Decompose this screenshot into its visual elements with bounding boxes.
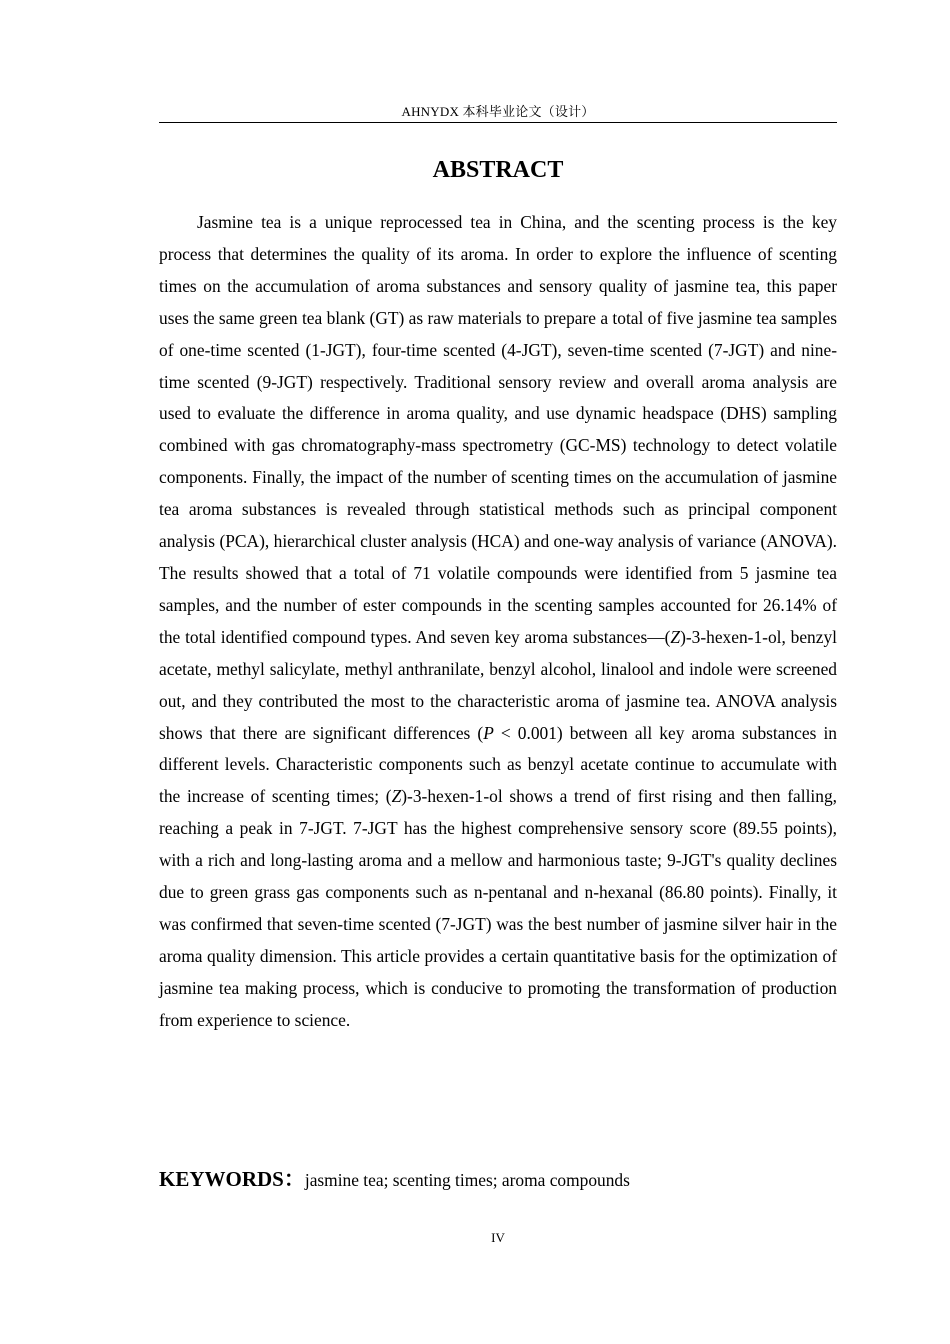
abstract-title: ABSTRACT	[432, 157, 564, 183]
abstract-text-part-1: Jasmine tea is a unique reprocessed tea in China, and the scenting process is the key process that determines the quality of its aroma. In order to explore the influence of scenting times on the accumulation of aroma substances and sensory quality of jasmine tea, this paper uses the same green tea blank (GT) as raw materials to prepare a total of five jasmine tea samples of one-time scented (1-JGT), four-time scented (4-JGT), seven-time scented (7-JGT) and nine-time scented (9-JGT) respectively. Traditional sensory review and overall aroma analysis are used to evaluate the difference in aroma quality, and use dynamic headspace (DHS) sampling combined with gas chromatography-mass spectrometry (GC-MS) technology to detect volatile components. Finally, the impact of the number of scenting times on the accumulation of jasmine tea aroma substances is revealed through statistical methods such as principal component analysis (PCA), hierarchical cluster analysis (HCA) and one-way analysis of variance (ANOVA). The results showed that a total of 71 volatile compounds were identified from 5 jasmine tea samples, and the number of ester compounds in the scenting samples accounted for 26.14% of the total identified compound types. And seven key aroma substances—(	[159, 212, 837, 647]
z-isomer-symbol: Z	[670, 626, 681, 647]
keywords-text: jasmine tea; scenting times; aroma compounds	[304, 1170, 630, 1190]
z-isomer-symbol: Z	[391, 786, 402, 807]
p-value-symbol: P	[483, 722, 494, 743]
running-header: AHNYDX 本科毕业论文（设计）	[401, 104, 595, 119]
keywords-label: KEYWORDS：	[159, 1167, 305, 1191]
page-number: IV	[491, 1230, 505, 1245]
abstract-paragraph	[159, 207, 837, 1037]
abstract-text-part-3: < 0.001) between all key aroma substances in different levels. Characteristic components such as benzyl acetate continue to accumulate with the increase of scenting times; (	[159, 722, 837, 807]
abstract-text-part-4: )-3-hexen-1-ol shows a trend of first rising and then falling, reaching a peak in 7-JGT. 7-JGT has the highest comprehensive sensory score (89.55 points), with a rich and long-lasting aroma and a mellow and harmonious taste; 9-JGT's quality declines due to green grass gas components such as n-pentanal and n-hexanal (86.80 points). Finally, it was confirmed that seven-time scented (7-JGT) was the best number of jasmine silver hair in the aroma quality dimension. This article provides a certain quantitative basis for the optimization of jasmine tea making process, which is conducive to promoting the transformation of production from experience to science.	[159, 786, 838, 1030]
header-rule	[159, 122, 837, 123]
abstract-text-part-2: )-3-hexen-1-ol, benzyl acetate, methyl salicylate, methyl anthranilate, benzyl alcohol, linalool and indole were screened out, and they contributed the most to the characteristic aroma of jasmine tea. ANOVA analysis shows that there are significant differences (	[159, 626, 838, 743]
keywords-line	[159, 1163, 837, 1196]
